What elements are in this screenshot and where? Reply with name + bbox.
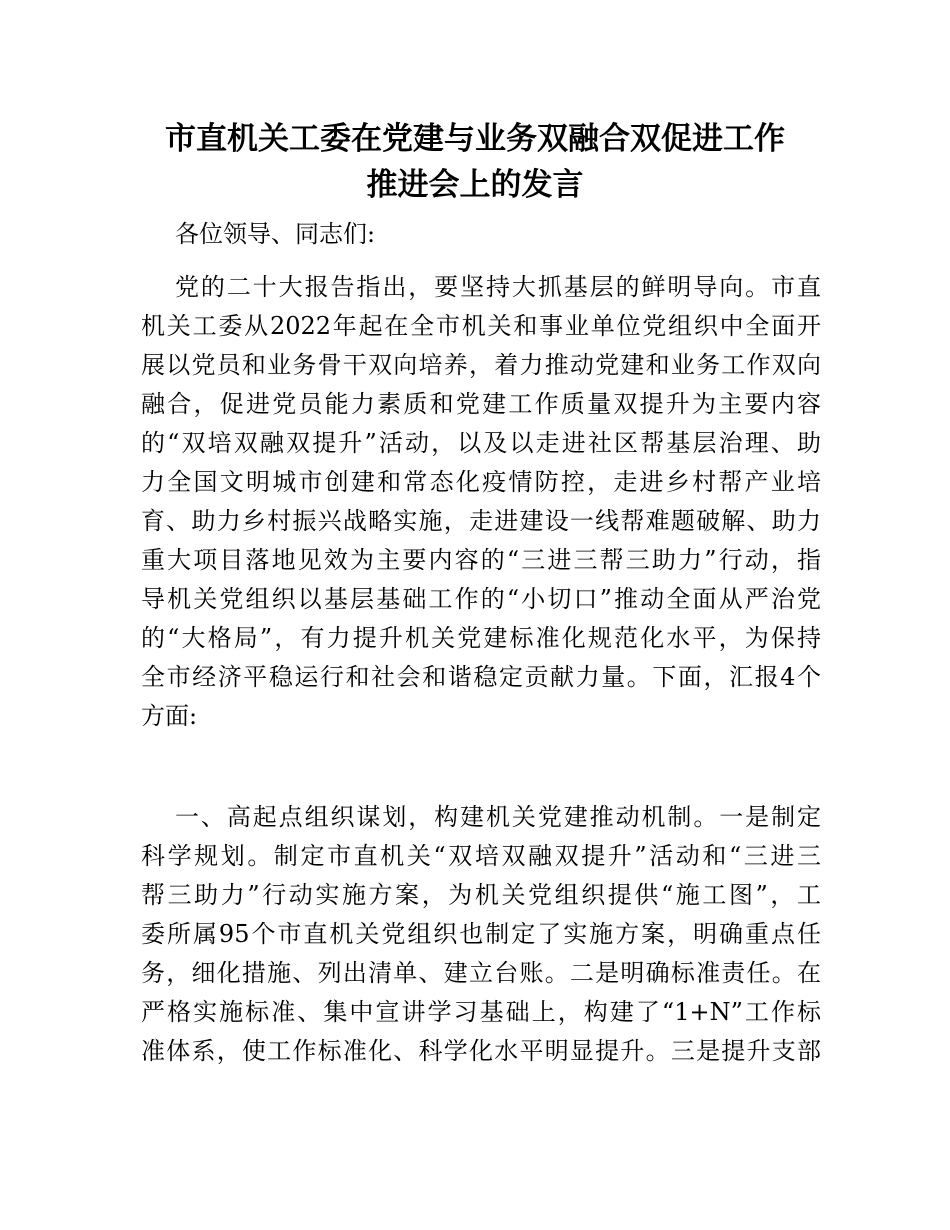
paragraph-line: 育、助力乡村振兴战略实施，走进建设一线帮难题破解、助力 [141,507,821,535]
paragraph-line: 准体系，使工作标准化、科学化水平明显提升。三是提升支部 [141,1037,821,1065]
paragraph-line: 帮三助力”行动实施方案，为机关党组织提供“施工图”，工 [141,881,821,909]
paragraph-line: 科学规划。制定市直机关“双培双融双提升”活动和“三进三 [141,842,821,870]
paragraph-line: 展以党员和业务骨干双向培养，着力推动党建和业务工作双向 [141,351,821,379]
paragraph-line: 务，细化措施、列出清单、建立台账。二是明确标准责任。在 [141,959,821,987]
paragraph-line: 方面: [141,702,198,730]
document-title-line-2: 推进会上的发言 [366,167,584,203]
paragraph-line: 重大项目落地见效为主要内容的“三进三帮三助力”行动，指 [141,546,821,574]
paragraph-line: 力全国文明城市创建和常态化疫情防控，走进乡村帮产业培 [141,468,821,496]
paragraph-line: 的“大格局”，有力提升机关党建标准化规范化水平，为保持 [141,624,821,652]
paragraph-1 [141,268,821,736]
paragraph-line: 导机关党组织以基层基础工作的“小切口”推动全面从严治党 [141,585,821,613]
paragraph-line: 的“双培双融双提升”活动，以及以走进社区帮基层治理、助 [141,429,821,457]
paragraph-line: 严格实施标准、集中宣讲学习基础上，构建了“1+N”工作标 [141,998,821,1026]
salutation-text: 各位领导、同志们: [175,220,376,248]
paragraph-line: 一、高起点组织谋划，构建机关党建推动机制。一是制定 [175,803,821,831]
paragraph-line: 机关工委从2022年起在全市机关和事业单位党组织中全面开 [141,312,821,340]
paragraph-line: 委所属95个市直机关党组织也制定了实施方案，明确重点任 [141,920,821,948]
document-title-line-1: 市直机关工委在党建与业务双融合双促进工作 [165,121,785,157]
salutation [141,215,821,254]
paragraph-line: 全市经济平稳运行和社会和谐稳定贡献力量。下面，汇报4个 [141,663,821,691]
paragraph-2 [141,798,821,1071]
paragraph-line: 融合，促进党员能力素质和党建工作质量双提升为主要内容 [141,390,821,418]
paragraph-line: 党的二十大报告指出，要坚持大抓基层的鲜明导向。市直 [175,273,821,301]
